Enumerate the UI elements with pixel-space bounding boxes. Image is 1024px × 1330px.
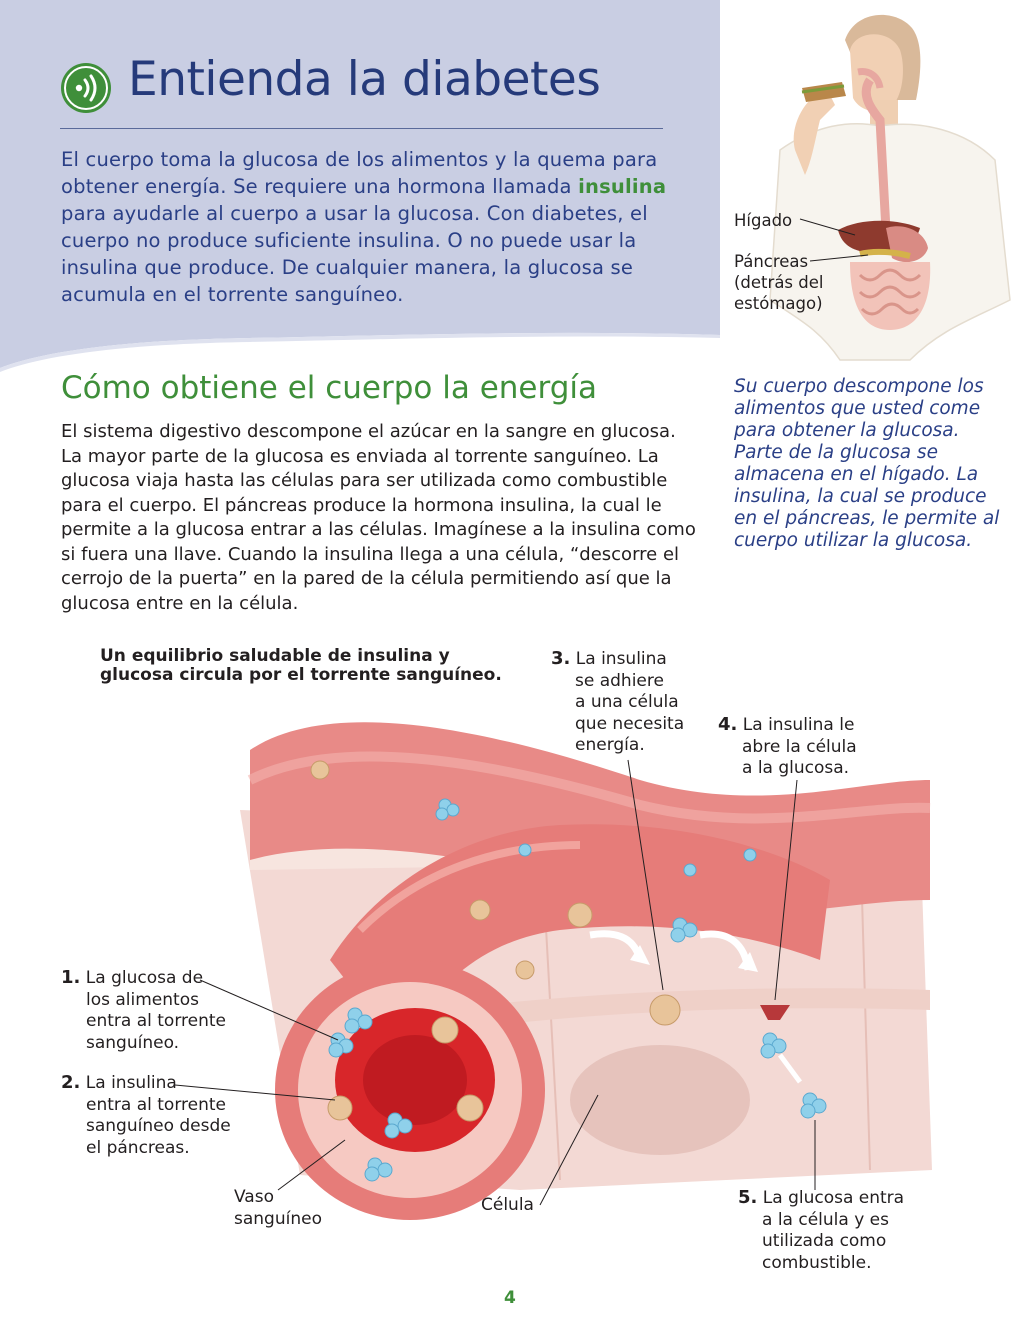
step-5: 5. La glucosa entra a la célula y es utilizada como combustible. (738, 1187, 905, 1273)
section-heading: Cómo obtiene el cuerpo la energía (61, 370, 597, 406)
step-2: 2. La insulina entra al torrente sanguíneo desde el páncreas. (61, 1072, 231, 1158)
insulina-highlight: insulina (578, 175, 667, 198)
intro-paragraph: El cuerpo toma la glucosa de los alimentos y la quema para obtener energía. Se requiere una hormona llamada insulina para ayudarle al cuerpo a usar la glucosa. Con diabetes, el cuerpo no produce suficiente insulina. O no puede usar la insulina que produce. De cualquier manera, la glucosa se acumula en el torrente sanguíneo. (61, 148, 667, 306)
page-title: Entienda la diabetes (128, 52, 601, 107)
label-pancreas-3: estómago) (734, 294, 823, 313)
step-3: 3. La insulina se adhiere a una célula que necesita energía. (551, 648, 685, 755)
section-body: El sistema digestivo descompone el azúcar en la sangre en glucosa. La mayor parte de la glucosa es enviada al torrente sanguíneo. La glucosa viaja hasta las células para ser utilizada como combustible para el cuerpo. El páncreas produce la hormona insulina, la cual le permite a la glucosa entrar a las células. Imagínese a la insulina como si fuera una llave. Cuando la insulina llega a una célula, “descorre el cerrojo de la puerta” en la pared de la célula permitiendo así que la glucosa entre en la célula. (61, 421, 696, 614)
label-pancreas-2: (detrás del (734, 273, 824, 292)
label-pancreas-1: Páncreas (734, 252, 809, 271)
diagram-heading: Un equilibrio saludable de insulina y glucosa circula por el torrente sanguíneo. (100, 646, 502, 685)
step-4: 4. La insulina le abre la célula a la glucosa. (718, 714, 857, 778)
step-1: 1. La glucosa de los alimentos entra al torrente sanguíneo. (61, 967, 226, 1053)
label-liver: Hígado (734, 211, 793, 230)
label-blood-vessel: Vaso sanguíneo (234, 1187, 322, 1229)
page-number: 4 (504, 1288, 516, 1308)
title-divider (60, 128, 663, 129)
bloodstream-illustration (0, 630, 1024, 1270)
figure-caption: Su cuerpo descompone los alimentos que usted come para obtener la glucosa. Parte de la glucosa se almacena en el hígado. La insulina, la cual se produce en el páncreas, le permite al cuerpo utilizar la glucosa. (734, 376, 1000, 551)
audio-speaker-icon[interactable] (60, 62, 112, 114)
anatomy-illustration (720, 0, 1024, 370)
label-cell: Célula (481, 1195, 534, 1215)
